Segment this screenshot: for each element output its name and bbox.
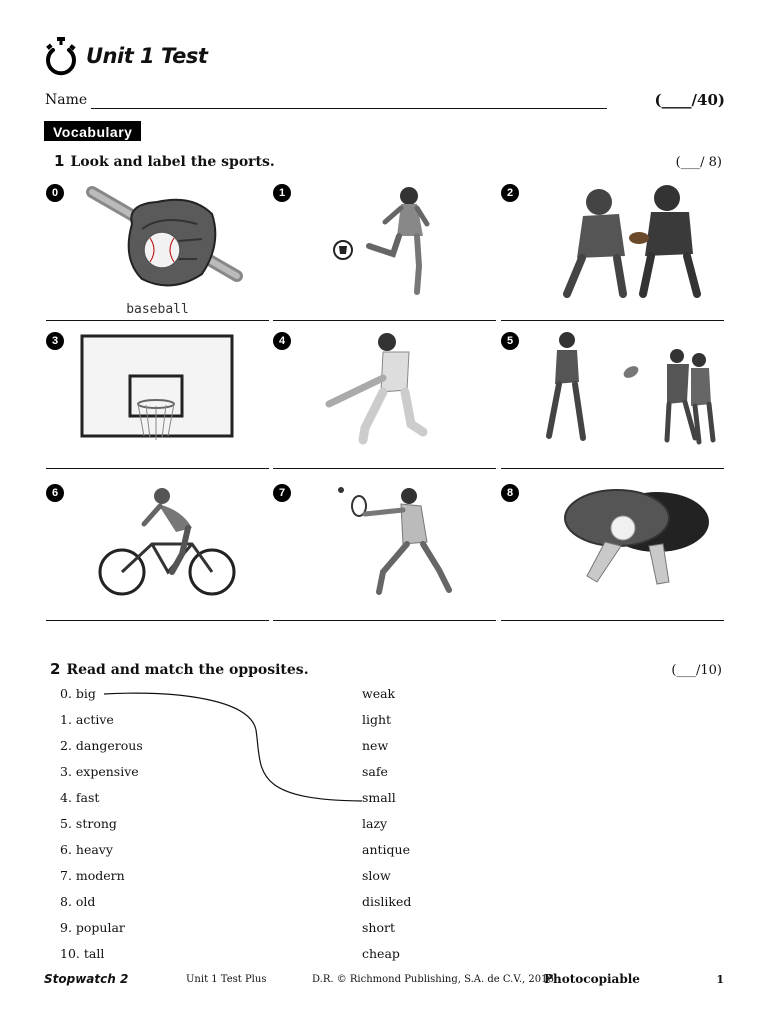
total-score: (____/40): [654, 91, 725, 109]
soccer-player-icon: [299, 184, 489, 304]
exercise-1-instruction: Look and label the sports.: [70, 154, 275, 170]
exercise-1-title: [54, 152, 275, 170]
basketball-hoop-icon: [72, 332, 262, 452]
footer-copyright: D.R. © Richmond Publishing, S.A. de C.V., 2016: [312, 974, 554, 985]
right-word-item[interactable]: new: [362, 738, 389, 753]
item-number-badge: 5: [501, 332, 519, 350]
right-word-item[interactable]: antique: [362, 842, 410, 857]
left-word-item[interactable]: 3. expensive: [60, 764, 139, 779]
sport-item-8: [501, 484, 724, 624]
left-word-list: [60, 684, 143, 970]
stopwatch-icon: [44, 36, 78, 76]
exercise-2-number: 2: [50, 660, 61, 678]
item-number-badge: 1: [273, 184, 291, 202]
answer-line[interactable]: [46, 620, 269, 621]
item-number-badge: 4: [273, 332, 291, 350]
right-word-item[interactable]: small: [362, 790, 396, 805]
sport-item-1: [273, 184, 496, 324]
name-label: Name: [45, 92, 88, 108]
right-word-item[interactable]: slow: [362, 868, 391, 883]
item-number-badge: 3: [46, 332, 64, 350]
exercise-2-instruction: Read and match the opposites.: [66, 662, 309, 678]
tennis-player-icon: [299, 484, 489, 604]
item-number-badge: 7: [273, 484, 291, 502]
answer-line[interactable]: [46, 320, 269, 321]
ping-pong-paddles-icon: [527, 484, 717, 604]
left-word-item[interactable]: 0. big: [60, 686, 96, 701]
answer-text: baseball: [126, 302, 189, 317]
page-footer: [44, 972, 724, 992]
left-word-item[interactable]: 5. strong: [60, 816, 117, 831]
right-word-item[interactable]: disliked: [362, 894, 412, 909]
footer-test-name: Unit 1 Test Plus: [186, 974, 267, 985]
exercise-1-number: 1: [54, 152, 65, 170]
unit-header: [44, 34, 207, 78]
baseball-glove-icon: [72, 184, 262, 304]
sport-item-0: [46, 184, 269, 324]
left-word-item[interactable]: 9. popular: [60, 920, 125, 935]
sport-item-5: [501, 332, 724, 472]
right-word-item[interactable]: weak: [362, 686, 396, 701]
answer-line[interactable]: [501, 620, 724, 621]
rugby-players-icon: [527, 332, 717, 452]
american-football-icon: [527, 184, 717, 304]
cyclist-icon: [72, 484, 262, 604]
right-word-list: [362, 684, 411, 970]
name-row: [45, 91, 725, 113]
sport-item-6: [46, 484, 269, 624]
page-title: Unit 1 Test: [86, 44, 208, 68]
answer-line[interactable]: [501, 320, 724, 321]
page-number: 1: [716, 973, 724, 986]
footer-photocopiable: Photocopiable: [544, 972, 640, 986]
exercise-2-title: [50, 660, 309, 678]
sport-item-2: [501, 184, 724, 324]
answer-line[interactable]: [273, 468, 496, 469]
exercise-1-score: (___/ 8): [675, 155, 722, 170]
answer-line[interactable]: [273, 320, 496, 321]
item-number-badge: 0: [46, 184, 64, 202]
left-word-item[interactable]: 7. modern: [60, 868, 125, 883]
item-number-badge: 8: [501, 484, 519, 502]
sport-item-3: [46, 332, 269, 472]
exercise-2-score: (___/10): [671, 663, 722, 678]
sport-item-4: [273, 332, 496, 472]
right-word-item[interactable]: light: [362, 712, 392, 727]
item-number-badge: 6: [46, 484, 64, 502]
answer-line[interactable]: [46, 468, 269, 469]
right-word-item[interactable]: cheap: [362, 946, 400, 961]
name-field[interactable]: [91, 108, 607, 109]
left-word-item[interactable]: 2. dangerous: [60, 738, 143, 753]
left-word-item[interactable]: 6. heavy: [60, 842, 113, 857]
right-word-item[interactable]: short: [362, 920, 395, 935]
answer-line[interactable]: [501, 468, 724, 469]
left-word-item[interactable]: 1. active: [60, 712, 114, 727]
item-number-badge: 2: [501, 184, 519, 202]
left-word-item[interactable]: 4. fast: [60, 790, 100, 805]
section-vocabulary-badge: Vocabulary: [44, 121, 141, 141]
answer-line[interactable]: [273, 620, 496, 621]
left-word-item[interactable]: 10. tall: [60, 946, 105, 961]
footer-brand: Stopwatch 2: [44, 972, 129, 986]
left-word-item[interactable]: 8. old: [60, 894, 96, 909]
sport-item-7: [273, 484, 496, 624]
cricket-player-icon: [299, 332, 489, 452]
right-word-item[interactable]: safe: [362, 764, 388, 779]
right-word-item[interactable]: lazy: [362, 816, 388, 831]
